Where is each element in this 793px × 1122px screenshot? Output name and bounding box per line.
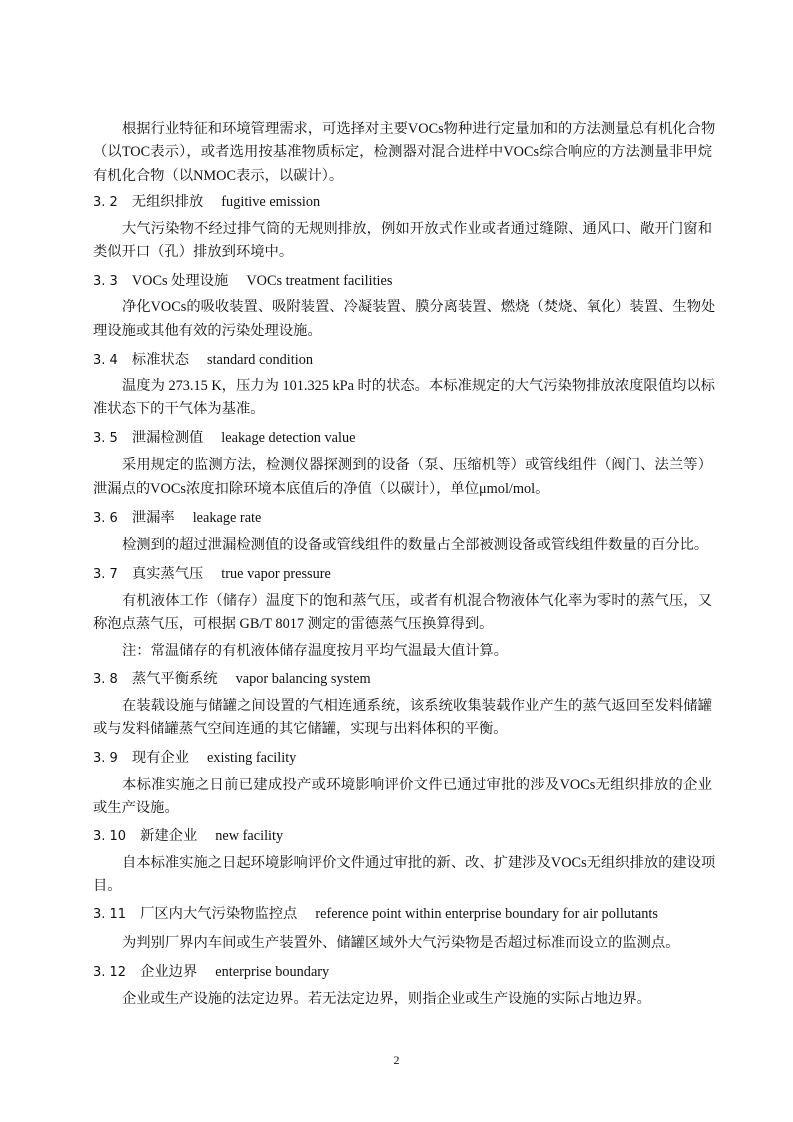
section-heading <box>93 669 712 689</box>
section-heading <box>93 826 712 846</box>
section-title-en: true vapor pressure <box>221 566 331 582</box>
section-title-en: reference point within enterprise boundary for air pollutants <box>315 906 658 922</box>
section-title-cn: 厂区内大气污染物监控点 <box>140 906 298 922</box>
section-number: 3. 7 <box>93 567 118 582</box>
definition-line: 自本标准实施之日起环境影响评价文件通过审批的新、改、扩建涉及VOCs无组织排放的建设项 <box>122 855 716 871</box>
section-number: 3. 5 <box>93 431 118 446</box>
section-number: 3. 10 <box>93 829 127 844</box>
section-heading <box>93 904 712 924</box>
section-title-cn: 无组织排放 <box>131 194 204 210</box>
intro-line: 有机化合物（以NMOC表示，以碳计）。 <box>93 168 344 184</box>
definition-line: 目。 <box>93 878 122 894</box>
section-title-en: enterprise boundary <box>215 964 330 980</box>
definition-line: 企业或生产设施的法定边界。若无法定边界，则指企业或生产设施的实际占地边界。 <box>122 991 651 1007</box>
definition-line: 称泡点蒸气压，可根据 GB/T 8017 测定的雷德蒸气压换算得到。 <box>93 616 494 632</box>
section-number: 3. 9 <box>93 751 118 766</box>
definition-line: 或与发料储罐蒸气空间连通的其它储罐，实现与出料体积的平衡。 <box>93 721 508 737</box>
page-number: 2 <box>393 1053 400 1067</box>
section-title-cn: 真实蒸气压 <box>131 566 204 582</box>
section-title-en: new facility <box>215 828 284 844</box>
section-number: 3. 4 <box>93 353 118 368</box>
section-heading <box>93 428 712 448</box>
section-heading <box>93 271 712 291</box>
definition-line: 理设施或其他有效的污染处理设施。 <box>93 323 322 339</box>
intro-line: 根据行业特征和环境管理需求，可选择对主要VOCs物种进行定量加和的方法测量总有机化合物 <box>122 121 716 137</box>
section-title-en: leakage rate <box>192 510 262 526</box>
definition-line: 或生产设施。 <box>93 800 179 816</box>
definition-line: 大气污染物不经过排气筒的无规则排放，例如开放式作业或者通过缝隙、通风口、敞开门窗和 <box>122 221 712 237</box>
section-title-cn: 企业边界 <box>140 964 198 980</box>
section-title-cn: 蒸气平衡系统 <box>131 671 218 687</box>
section-heading <box>93 564 712 584</box>
definition-line: 泄漏点的VOCs浓度扣除环境本底值后的净值（以碳计），单位μmol/mol。 <box>93 481 550 497</box>
definition-line: 检测到的超过泄漏检测值的设备或管线组件的数量占全部被测设备或管线组件数量的百分比。 <box>122 537 709 553</box>
section-title-en: standard condition <box>207 352 314 368</box>
note-line: 注：常温储存的有机液体储存温度按月平均气温最大值计算。 <box>122 643 509 659</box>
section-title-cn: 新建企业 <box>140 828 198 844</box>
definition-line: 温度为 273.15 K，压力为 101.325 kPa 时的状态。本标准规定的大气污染物排放浓度限值均以标 <box>122 378 715 394</box>
section-number: 3. 6 <box>93 511 118 526</box>
section-heading <box>93 192 712 212</box>
section-number: 3. 2 <box>93 195 118 210</box>
definition-line: 准状态下的干气体为基准。 <box>93 401 265 417</box>
section-number: 3. 8 <box>93 672 118 687</box>
section-number: 3. 12 <box>93 965 127 980</box>
intro-line: （以TOC表示），或者选用按基准物质标定，检测器对混合进样中VOCs综合响应的方法测量非甲烷 <box>93 144 712 160</box>
section-title-cn: VOCs 处理设施 <box>131 273 229 289</box>
section-title-cn: 泄漏检测值 <box>131 430 204 446</box>
section-title-en: vapor balancing system <box>235 671 371 687</box>
definition-line: 为判别厂界内车间或生产装置外、储罐区域外大气污染物是否超过标准而设立的监测点。 <box>122 935 680 951</box>
section-number: 3. 3 <box>93 274 118 289</box>
section-heading <box>93 962 712 982</box>
definition-line: 类似开口（孔）排放到环境中。 <box>93 244 294 260</box>
definition-line: 有机液体工作（储存）温度下的饱和蒸气压，或者有机混合物液体气化率为零时的蒸气压，又 <box>122 593 712 609</box>
section-number: 3. 11 <box>93 907 127 922</box>
definition-line: 在装载设施与储罐之间设置的气相连通系统，该系统收集装载作业产生的蒸气返回至发料储罐 <box>122 698 712 714</box>
section-heading <box>93 508 712 528</box>
section-heading <box>93 350 712 370</box>
section-title-cn: 现有企业 <box>131 750 189 766</box>
section-title-en: existing facility <box>207 750 297 766</box>
section-title-cn: 泄漏率 <box>131 510 175 526</box>
section-title-cn: 标准状态 <box>131 352 189 368</box>
section-title-en: VOCs treatment facilities <box>246 273 393 289</box>
section-title-en: leakage detection value <box>221 430 356 446</box>
section-title-en: fugitive emission <box>221 194 321 210</box>
definition-line: 采用规定的监测方法，检测仪器探测到的设备（泵、压缩机等）或管线组件（阀门、法兰等） <box>122 457 712 473</box>
definition-line: 净化VOCs的吸收装置、吸附装置、冷凝装置、膜分离装置、燃烧（焚烧、氧化）装置、生物处 <box>122 299 716 315</box>
section-heading <box>93 748 712 768</box>
definition-line: 本标准实施之日前已建成投产或环境影响评价文件已通过审批的涉及VOCs无组织排放的企业 <box>122 777 712 793</box>
